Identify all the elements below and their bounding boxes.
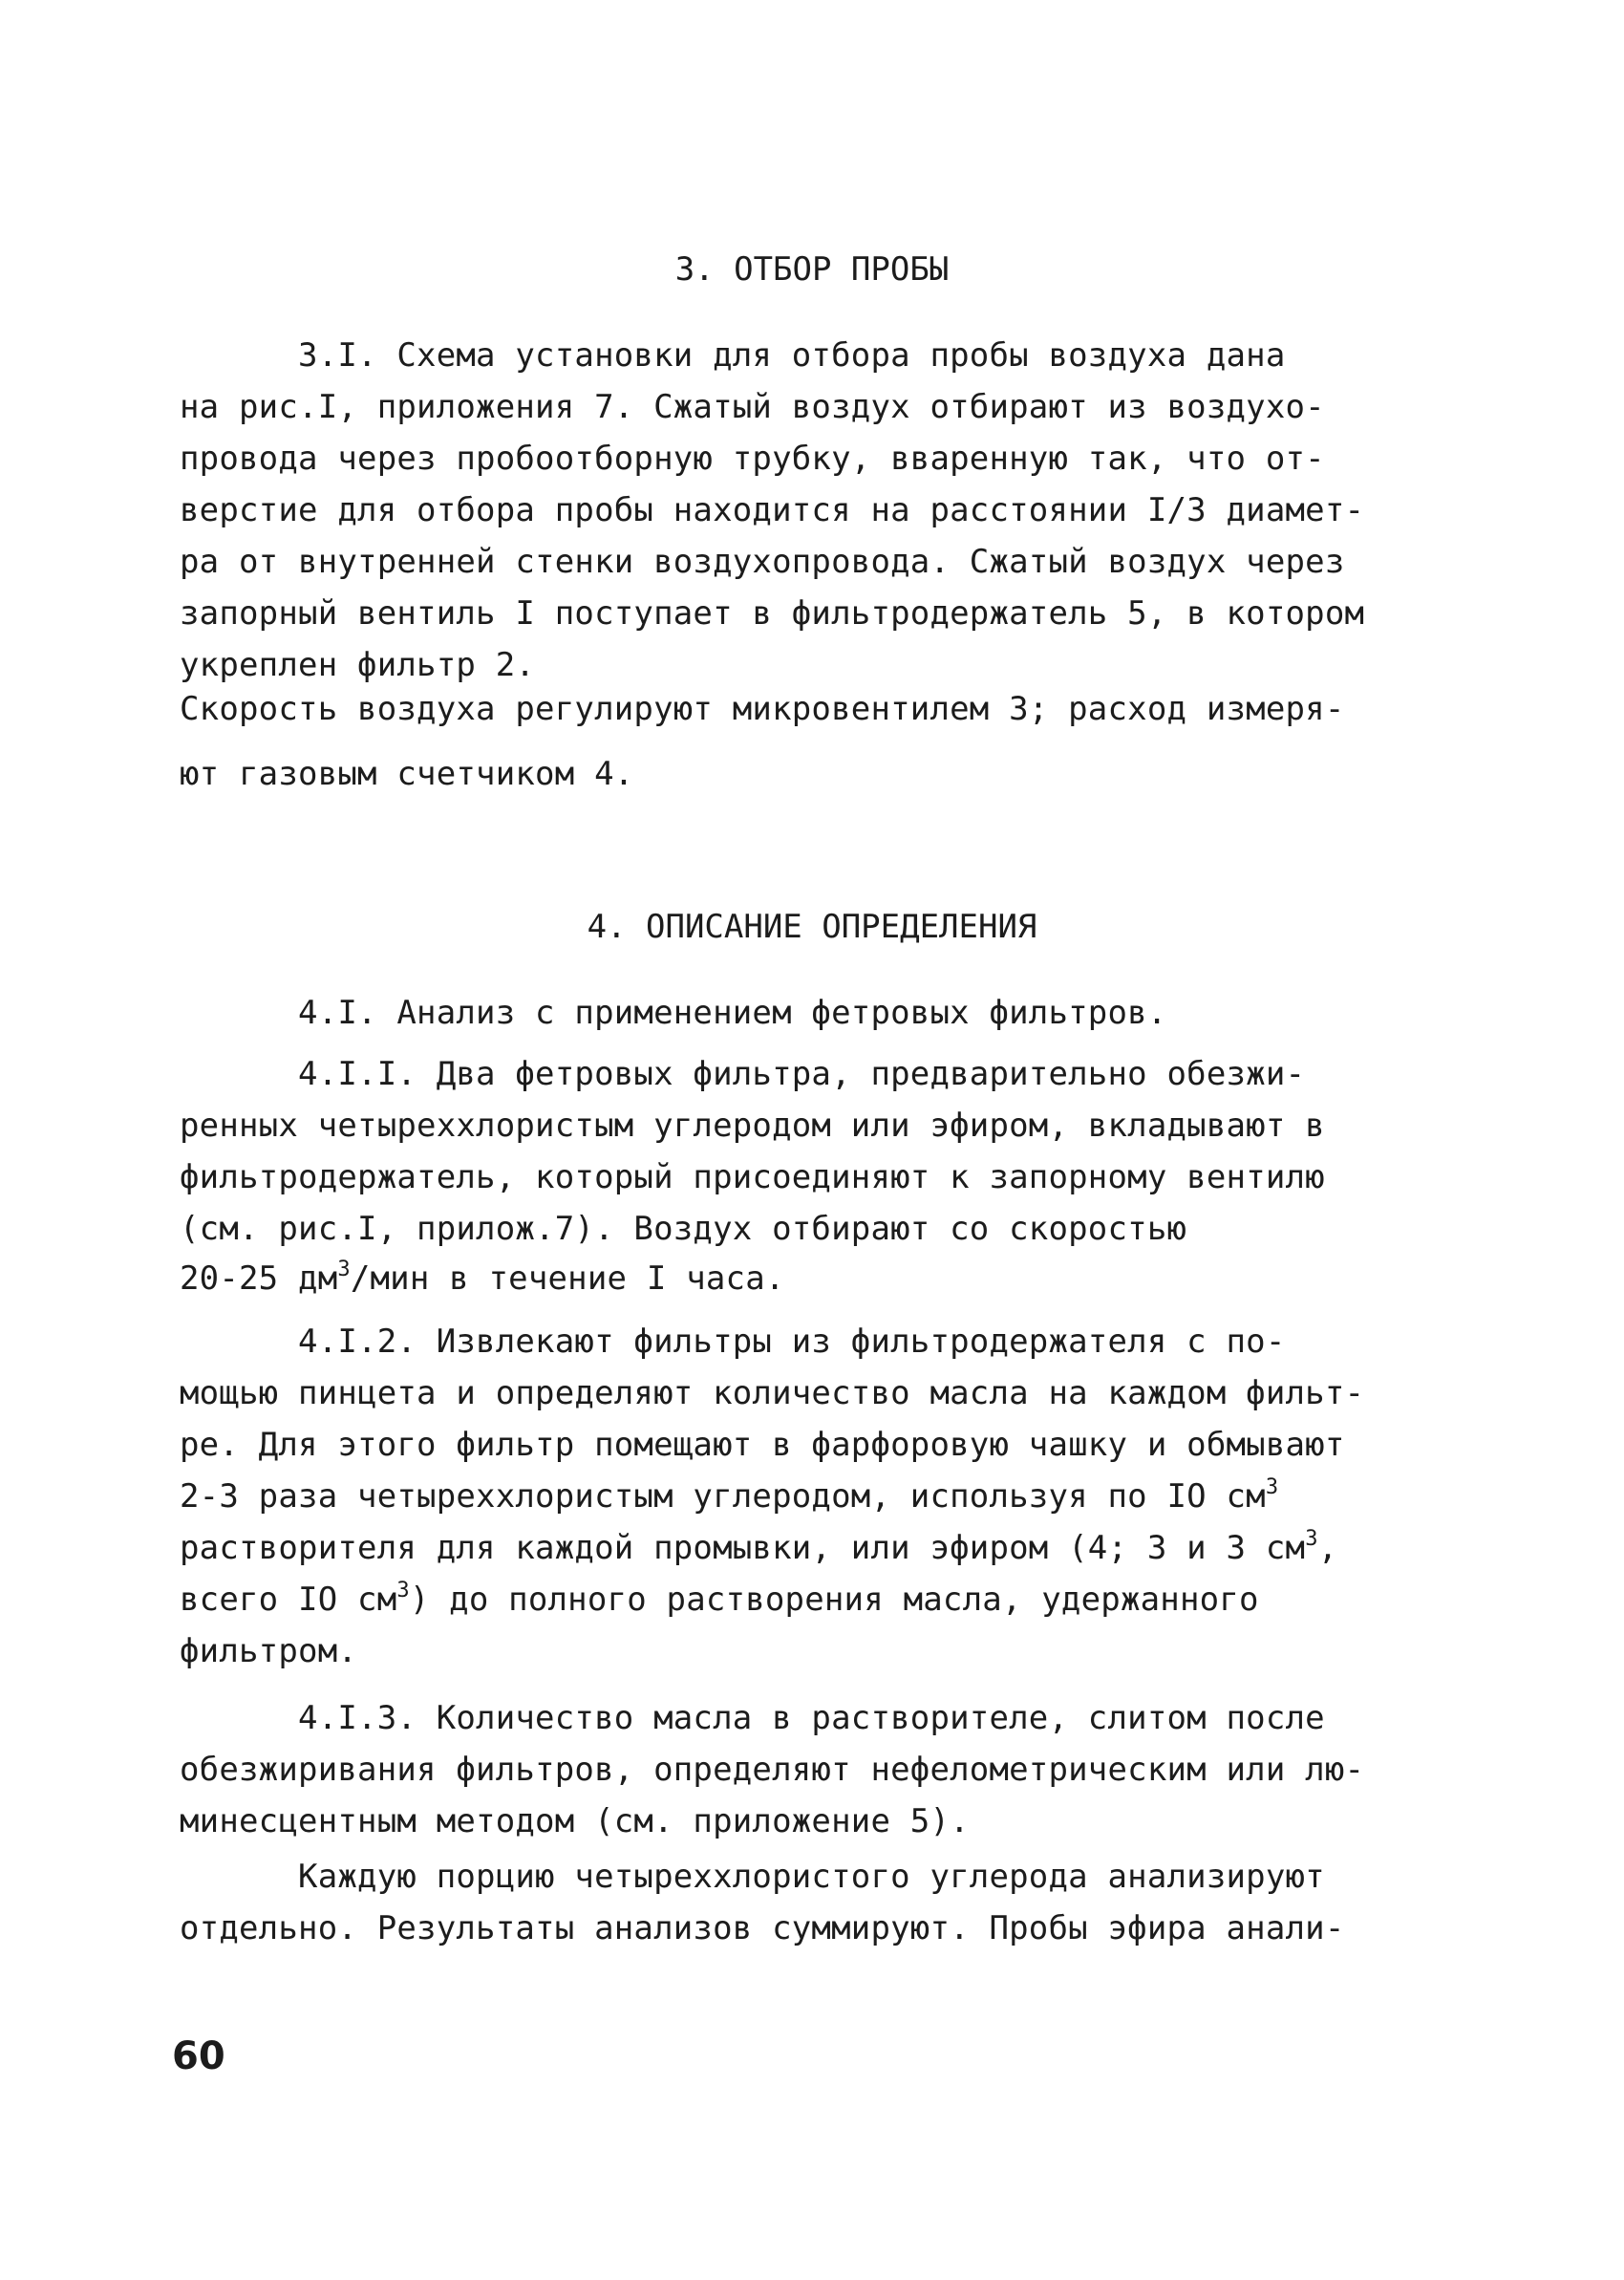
paragraph-line: (см. рис.I, прилож.7). Воздух отбирают со скоростью	[180, 1210, 1187, 1248]
paragraph-line: 4.I.3. Количество масла в растворителе, слитом после	[180, 1699, 1325, 1737]
paragraph-line: отдельно. Результаты анализов суммируют. Пробы эфира анали-	[180, 1909, 1345, 1947]
paragraph-line: Каждую порцию четыреххлористого углерода анализируют	[180, 1858, 1325, 1896]
section-3-line: 3.I. Схема установки для отбора пробы воздуха дана	[180, 336, 1286, 375]
section-3-line: ра от внутренней стенки воздухопровода. Сжатый воздух через	[180, 543, 1345, 581]
paragraph-line: фильтром.	[180, 1632, 358, 1670]
text-run: /мин в течение I часа.	[350, 1259, 785, 1298]
section-3-line: запорный вентиль I поступает в фильтродержатель 5, в котором	[180, 594, 1365, 633]
paragraph-line: обезжиривания фильтров, определяют нефелометрическим или лю-	[180, 1751, 1365, 1789]
paragraph-line	[180, 1259, 785, 1298]
paragraph-line: 4.I.2. Извлекают фильтры из фильтродержателя с по-	[180, 1323, 1286, 1361]
section-4-heading: 4. ОПИСАНИЕ ОПРЕДЕЛЕНИЯ	[587, 908, 1037, 946]
page-number: 60	[172, 2034, 225, 2078]
section-3-line: на рис.I, приложения 7. Сжатый воздух отбирают из воздухо-	[180, 388, 1325, 426]
text-run: всего IO см	[180, 1581, 397, 1619]
paragraph-line: фильтродержатель, который присоединяют к запорному вентилю	[180, 1158, 1325, 1196]
paragraph-line	[180, 1477, 1278, 1516]
subsection-heading: 4.I. Анализ с применением фетровых фильтров.	[180, 994, 1167, 1032]
paragraph-line	[180, 1581, 1259, 1619]
section-3-line: провода через пробоотборную трубку, вваренную так, что от-	[180, 440, 1325, 478]
text-run: 2-3 раза четыреххлористым углеродом, используя по IO см	[180, 1477, 1266, 1516]
superscript: 3	[396, 1579, 410, 1602]
text-run: 20-25 дм	[180, 1259, 338, 1298]
paragraph-line: 4.I.I. Два фетровых фильтра, предварительно обезжи-	[180, 1055, 1306, 1093]
section-3-line: ют газовым счетчиком 4.	[180, 755, 634, 793]
text-run: ,	[1317, 1529, 1338, 1567]
text-run: растворителя для каждой промывки, или эфиром (4; 3 и 3 см	[180, 1529, 1306, 1567]
paragraph-line	[180, 1529, 1337, 1567]
text-run: ) до полного растворения масла, удержанного	[409, 1581, 1259, 1619]
section-3-line: Скорость воздуха регулируют микровентилем 3; расход измеря-	[180, 690, 1345, 728]
paragraph-line: ре. Для этого фильтр помещают в фарфоровую чашку и обмывают	[180, 1426, 1345, 1464]
paragraph-line: минесцентным методом (см. приложение 5).	[180, 1802, 970, 1840]
section-3-heading: 3. ОТБОР ПРОБЫ	[674, 250, 950, 289]
section-3-line: укреплен фильтр 2.	[180, 646, 536, 684]
paragraph-line: мощью пинцета и определяют количество масла на каждом фильт-	[180, 1374, 1365, 1412]
section-3-line: верстие для отбора пробы находится на расстоянии I/3 диамет-	[180, 491, 1365, 529]
superscript: 3	[1305, 1527, 1318, 1551]
paragraph-line: ренных четыреххлористым углеродом или эфиром, вкладывают в	[180, 1107, 1325, 1145]
superscript: 3	[1265, 1475, 1279, 1499]
superscript: 3	[337, 1258, 351, 1281]
